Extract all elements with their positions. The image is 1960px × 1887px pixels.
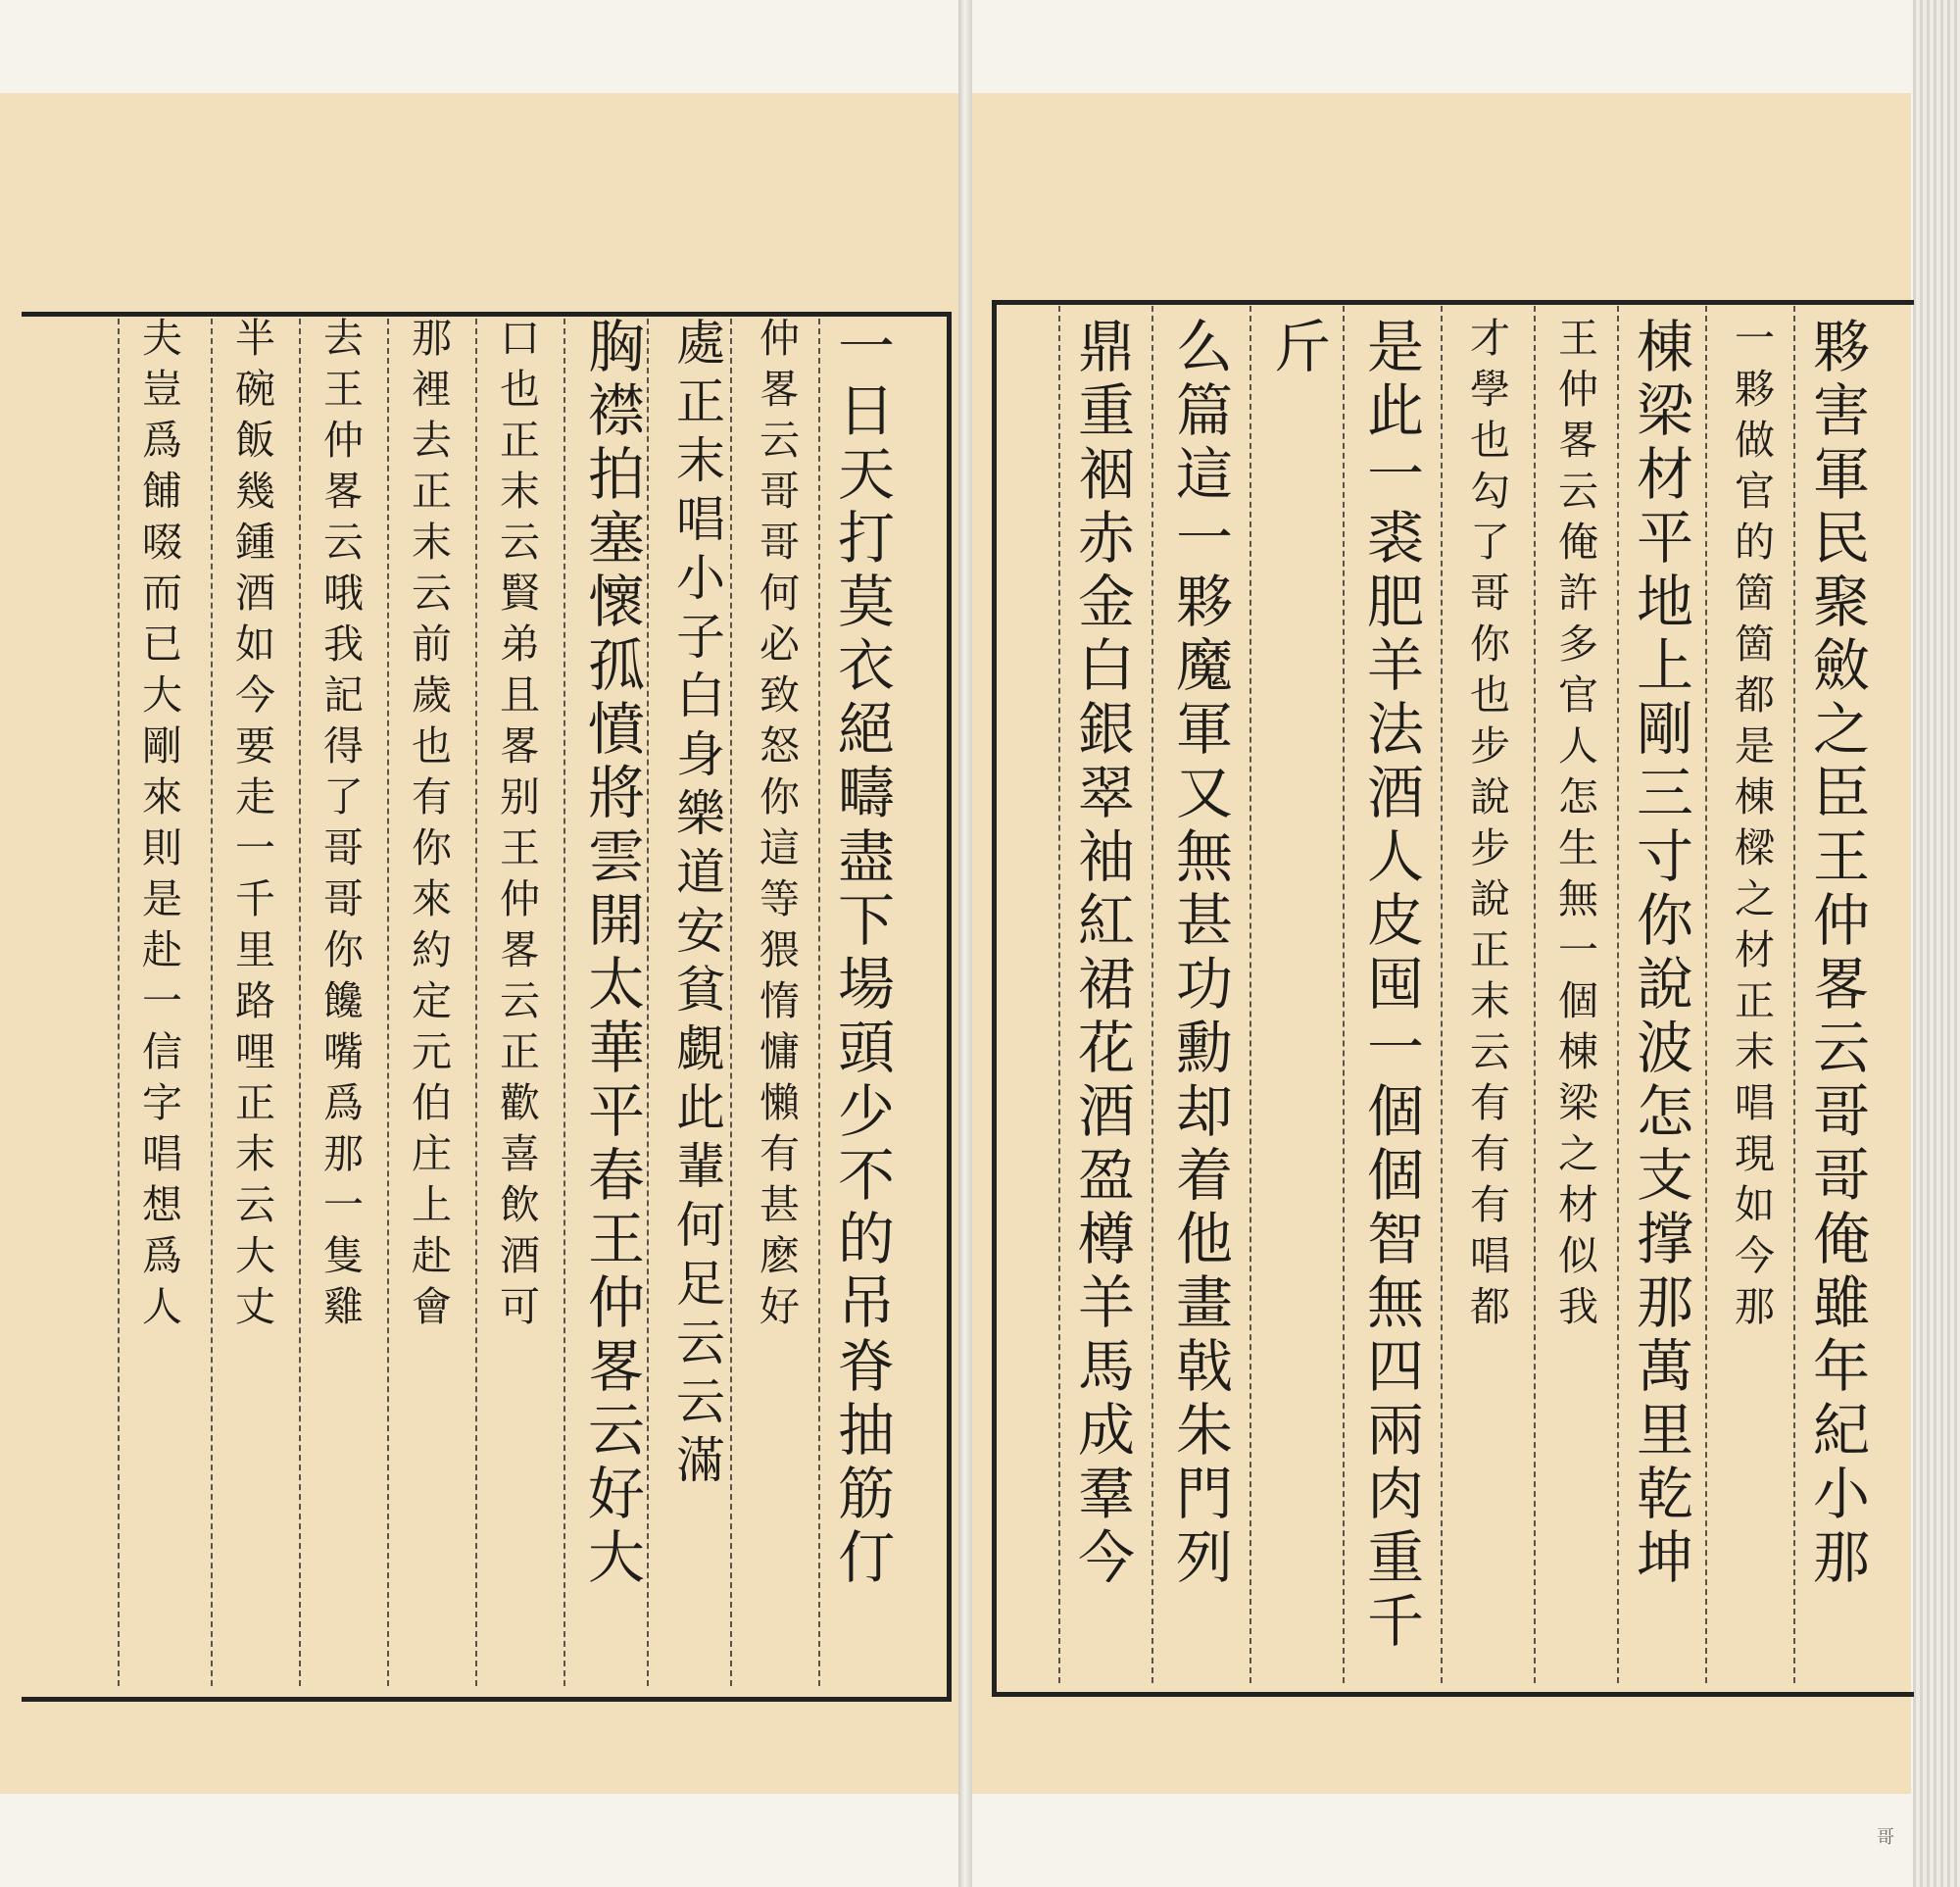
column-rule: [387, 319, 389, 1686]
left-column-5: 口 也 正 末 云 賢 弟 且 畧 别 王 仲 畧 云 正 歡 喜 飲 酒 可: [500, 315, 540, 1330]
left-column-6: 那 裡 去 正 末 云 前 歲 也 有 你 來 約 定 元 伯 庄 上 赴 會: [412, 315, 452, 1330]
column-rule: [730, 319, 732, 1686]
right-column-7: 斤: [1274, 314, 1332, 380]
column-rule: [1058, 306, 1060, 1683]
left-column-9: 夫 豈 爲 餔 啜 而 已 大 剛 來 則 是 赴 一 信 字 唱 想 爲 人: [142, 315, 182, 1330]
column-rule: [1705, 306, 1707, 1683]
left-column-1: 一 日 天 打 莫 衣 絕 疇 盡 下 場 頭 少 不 的 吊 脊 抽 筋 仃: [838, 314, 896, 1591]
column-rule: [211, 319, 213, 1686]
left-column-8: 半 碗 飯 幾 鍾 酒 如 今 要 走 一 千 里 路 哩 正 末 云 大 丈: [235, 315, 275, 1330]
right-column-2: 一 夥 做 官 的 箇 箇 都 是 棟 樑 之 材 正 末 唱 現 如 今 那: [1735, 315, 1775, 1330]
column-rule: [1152, 306, 1153, 1683]
page-edges: [1913, 0, 1960, 1887]
right-column-1: 夥 害 軍 民 聚 斂 之 臣 王 仲 畧 云 哥 哥 俺 雖 年 紀 小 那: [1813, 314, 1871, 1591]
left-column-7: 去 王 仲 畧 云 哦 我 記 得 了 哥 哥 你 饞 嘴 爲 那 一 隻 雞: [323, 315, 364, 1330]
book-gutter: [958, 0, 972, 1887]
left-column-3: 處 正 末 唱 小 子 白 身 樂 道 安 貧 覷 此 輩 何 足 云 云 滿: [676, 315, 725, 1489]
right-column-8: 么 篇 這 一 夥 魔 軍 又 無 甚 功 勳 却 着 他 畫 戟 朱 門 列: [1176, 314, 1234, 1591]
right-column-4: 王 仲 畧 云 俺 許 多 官 人 怎 生 無 一 個 棟 梁 之 材 似 我: [1558, 315, 1598, 1330]
left-column-2: 仲 畧 云 哥 哥 何 必 致 怒 你 這 等 猥 惰 慵 懶 有 甚 麽 好: [760, 315, 800, 1330]
column-rule: [1343, 306, 1345, 1683]
column-rule: [299, 319, 301, 1686]
left-column-4: 胸 襟 拍 塞 懷 孤 憤 將 雲 開 太 華 平 春 王 仲 畧 云 好 大: [588, 314, 646, 1591]
footer-note: 哥: [1877, 1827, 1894, 1848]
column-rule: [1534, 306, 1536, 1683]
column-rule: [647, 319, 649, 1686]
column-rule: [118, 319, 120, 1686]
column-rule: [818, 319, 820, 1686]
column-rule: [1617, 306, 1619, 1683]
column-rule: [475, 319, 477, 1686]
column-rule: [564, 319, 565, 1686]
column-rule: [1250, 306, 1251, 1683]
column-rule: [1793, 306, 1795, 1683]
right-column-6: 是 此 一 裘 肥 羊 法 酒 人 皮 囤 一 個 個 智 無 四 兩 肉 重 千: [1367, 314, 1425, 1655]
column-rule: [1441, 306, 1443, 1683]
right-column-3: 棟 梁 材 平 地 上 剛 三 寸 你 說 波 怎 支 撑 那 萬 里 乾 坤: [1637, 314, 1694, 1591]
right-column-5: 才 學 也 勾 了 哥 你 也 步 說 步 說 正 末 云 有 有 有 唱 都: [1470, 315, 1510, 1330]
right-column-9: 鼎 重 裀 赤 金 白 銀 翠 袖 紅 裙 花 酒 盈 樽 羊 馬 成 羣 今: [1078, 314, 1136, 1591]
